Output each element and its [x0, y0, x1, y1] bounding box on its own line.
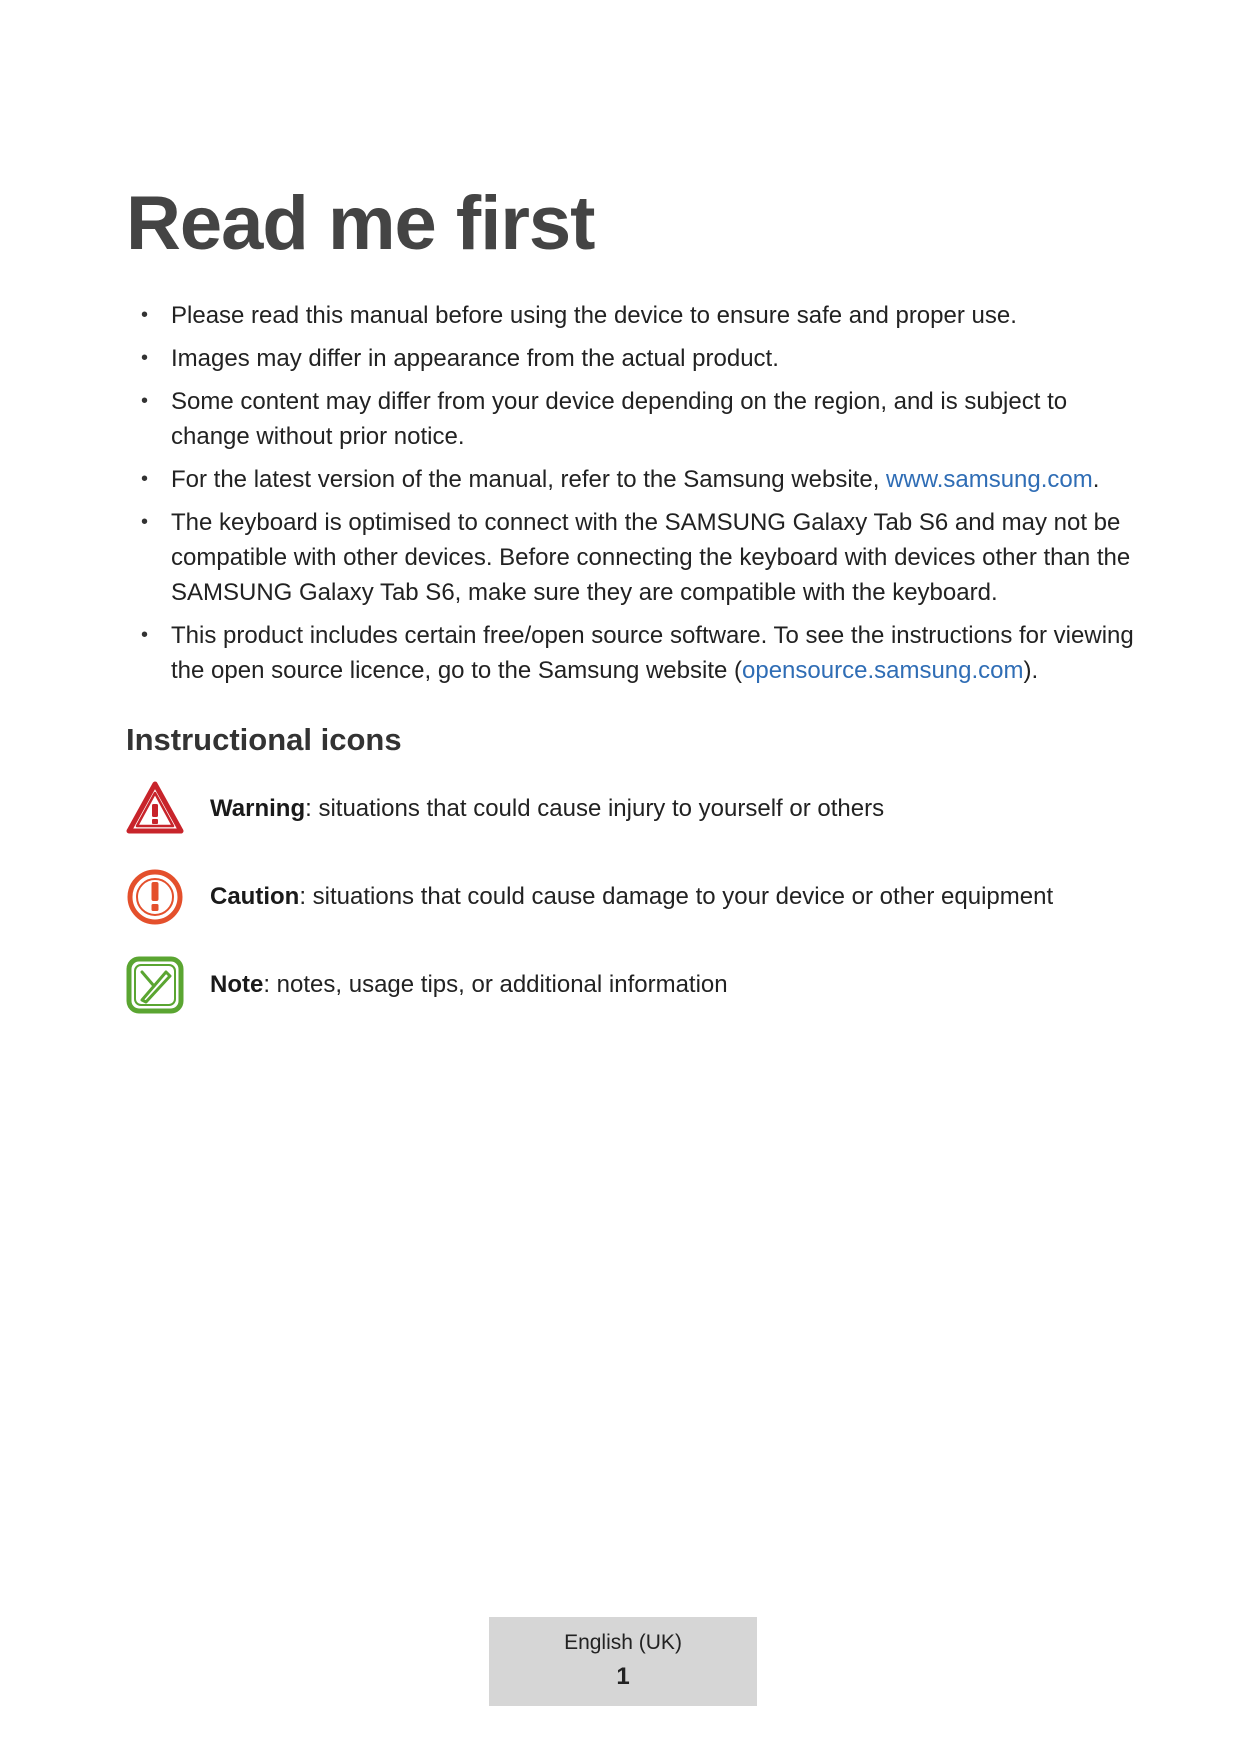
bullet-text: This product includes certain free/open source software. To see the instructions for viewing the open source licence, go to the Samsung website ( — [171, 622, 1134, 684]
samsung-website-link[interactable]: www.samsung.com — [886, 466, 1093, 493]
list-item — [126, 618, 1136, 688]
bullet-text-after: . — [1092, 466, 1100, 493]
bullet-dot: • — [141, 624, 149, 646]
bullet-text-after: ). — [1023, 657, 1039, 684]
bullet-dot: • — [141, 511, 149, 533]
bullet-dot: • — [141, 347, 149, 369]
warning-description: : situations that could cause injury to yourself or others — [305, 794, 885, 822]
bullet-text: Please read this manual before using the device to ensure safe and proper use. — [171, 302, 1017, 329]
bullet-text: For the latest version of the manual, refer to the Samsung website, — [171, 466, 887, 493]
note-icon — [126, 956, 184, 1014]
list-item — [126, 341, 1136, 376]
footer-language: English (UK) — [564, 1631, 682, 1654]
caution-description: : situations that could cause damage to your device or other equipment — [299, 882, 1054, 910]
caution-row — [126, 868, 1053, 926]
opensource-website-link[interactable]: opensource.samsung.com — [742, 657, 1024, 684]
list-item — [126, 298, 1136, 333]
page-number: 1 — [616, 1663, 630, 1691]
bullet-dot: • — [141, 468, 149, 490]
note-label: Note — [210, 970, 264, 998]
list-item — [126, 384, 1136, 454]
page-footer — [489, 1617, 757, 1706]
bullet-text: Images may differ in appearance from the actual product. — [171, 345, 779, 372]
list-item — [126, 462, 1136, 497]
caution-label: Caution — [210, 882, 300, 910]
warning-row — [126, 780, 884, 838]
page-title: Read me first — [126, 181, 595, 266]
warning-icon — [126, 780, 184, 838]
warning-label: Warning — [210, 794, 306, 822]
bullet-list — [126, 298, 1136, 696]
bullet-text: The keyboard is optimised to connect with the SAMSUNG Galaxy Tab S6 and may not be compatible with other devices. Before connecting the keyboard with devices other than the SAMSUNG Galaxy Tab S6, make sure they are compatible with the keyboard. — [171, 509, 1131, 606]
bullet-text: Some content may differ from your device depending on the region, and is subject to change without prior notice. — [171, 388, 1068, 450]
caution-icon — [126, 868, 184, 926]
bullet-dot: • — [141, 304, 149, 326]
section-title: Instructional icons — [126, 722, 402, 757]
note-description: : notes, usage tips, or additional information — [263, 970, 728, 998]
note-row — [126, 956, 728, 1014]
list-item — [126, 505, 1136, 610]
bullet-dot: • — [141, 390, 149, 412]
